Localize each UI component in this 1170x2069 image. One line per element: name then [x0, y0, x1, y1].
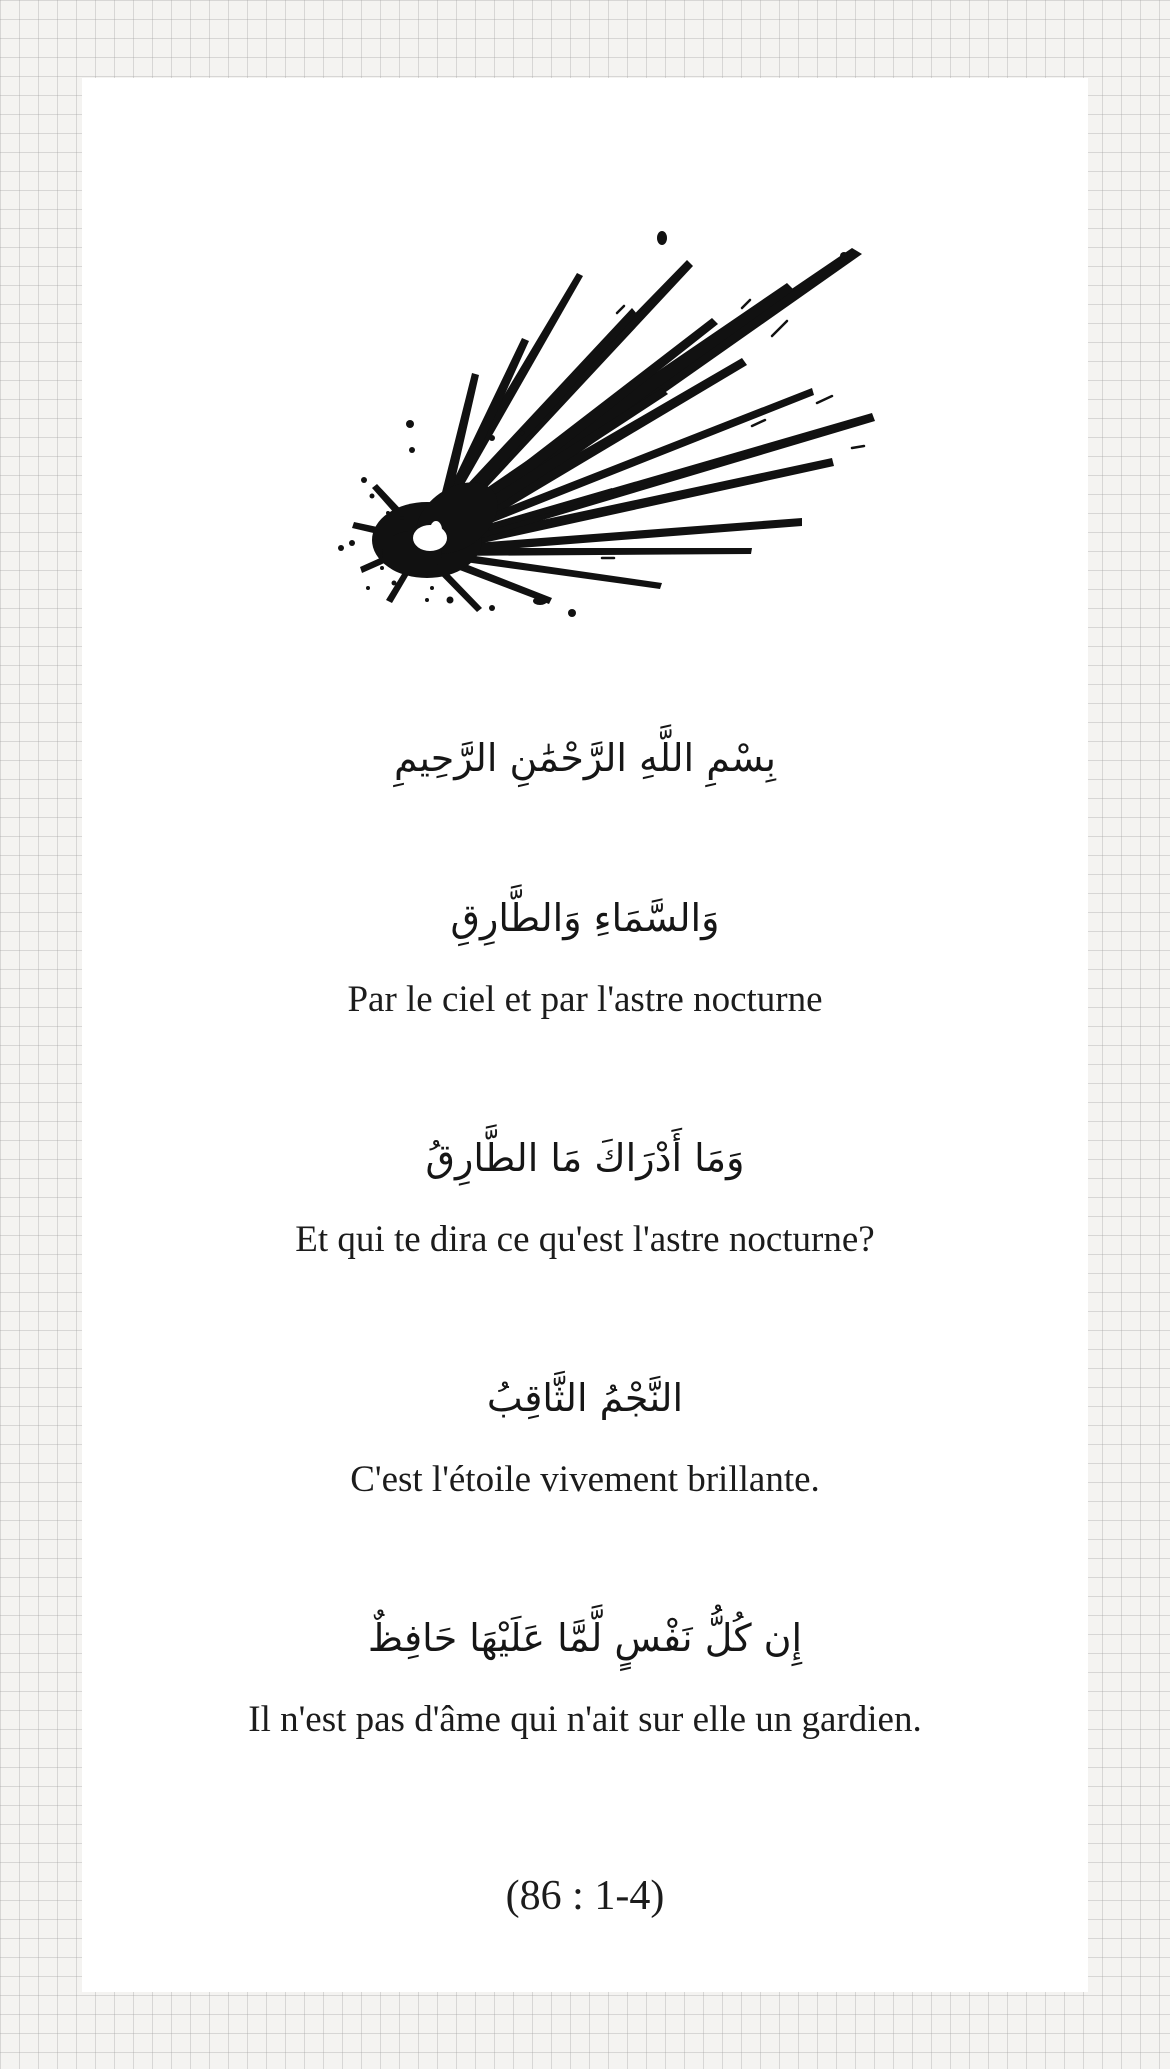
shooting-star-icon [332, 188, 912, 618]
surah-reference: (86 : 1-4) [505, 1873, 665, 1919]
verse-2-arabic: وَمَا أَدْرَاكَ مَا الطَّارِقُ [425, 1136, 745, 1180]
verse-2-translation: Et qui te dira ce qu'est l'astre nocturne? [295, 1219, 875, 1260]
verse-3-arabic: النَّجْمُ الثَّاقِبُ [486, 1376, 684, 1420]
verse-1-arabic: وَالسَّمَاءِ وَالطَّارِقِ [450, 896, 720, 940]
verse-4-arabic: إِن كُلُّ نَفْسٍ لَّمَّا عَلَيْهَا حَافِظٌ [367, 1616, 803, 1660]
verse-3-translation: C'est l'étoile vivement brillante. [350, 1459, 820, 1500]
verse-4-translation: Il n'est pas d'âme qui n'ait sur elle un gardien. [248, 1699, 922, 1740]
verse-card [82, 78, 1088, 1992]
verse-1-translation: Par le ciel et par l'astre nocturne [347, 979, 823, 1020]
basmala: بِسْمِ اللَّهِ الرَّحْمَٰنِ الرَّحِيمِ [394, 736, 776, 780]
